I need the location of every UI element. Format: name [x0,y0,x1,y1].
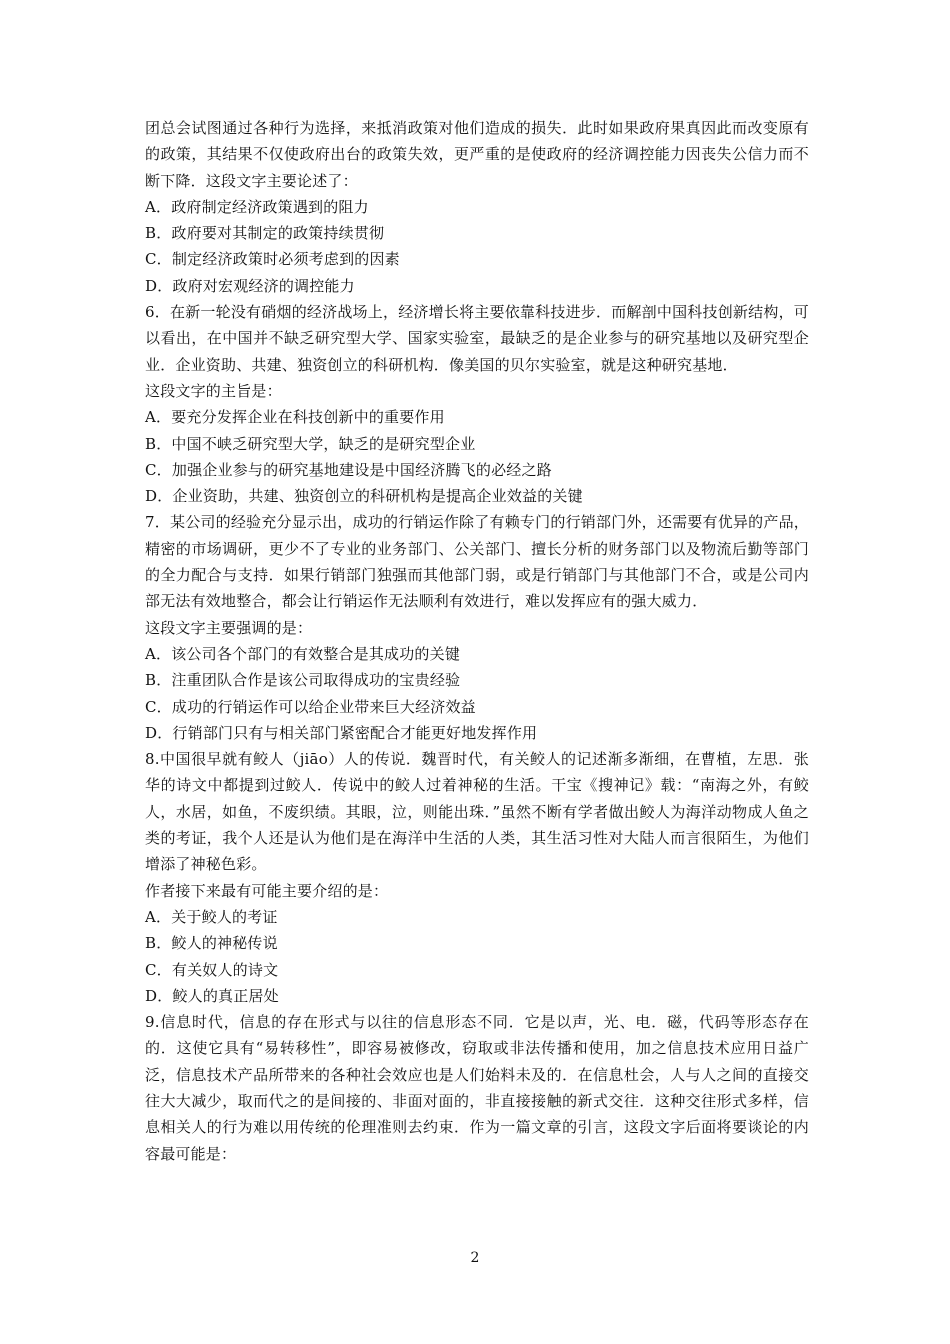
paragraph: 8.中国很早就有鲛人（jiāo）人的传说．魏晋时代，有关鲛人的记述渐多渐细，在曹植，左思．张华的诗文中都提到过鲛人．传说中的鲛人过着神秘的生活。干宝《搜神记》载：“南海之外，有鲛人，水居，如鱼，不废织绩。其眼，泣，则能出珠．”虽然不断有学者做出鲛人为海洋动物成人鱼之类的考证，我个人还是认为他们是在海洋中生活的人类，其生活习性对大陆人而言很陌生，为他们增添了神秘色彩。 [145,750,809,874]
paragraph: 这段文字主要强调的是： [145,618,313,637]
paragraph: A．该公司各个部门的有效整合是其成功的关键 [145,644,461,663]
paragraph: C．成功的行销运作可以给企业带来巨大经济效益 [145,697,476,716]
document-body [145,115,809,1167]
paragraph: D．企业资助，共建、独资创立的科研机构是提高企业效益的关键 [145,487,583,506]
paragraph: D．政府对宏观经济的调控能力 [145,276,355,295]
paragraph: B．注重团队合作是该公司取得成功的宝贵经验 [145,671,461,690]
paragraph: 6．在新一轮没有硝烟的经济战场上，经济增长将主要依靠科技进步．而解剖中国科技创新结构，可以看出，在中国并不缺乏研究型大学、国家实验室，最缺乏的是企业参与的研究基地以及研究型企业．企业资助、共建、独资创立的科研机构．像美国的贝尔实验室，就是这种研究基地． [145,303,809,374]
paragraph: D．鲛人的真正居处 [145,986,279,1005]
paragraph: B．中国不峡乏研究型大学，缺乏的是研究型企业 [145,434,476,453]
page-number: 2 [470,1250,480,1266]
paragraph: A．关于鲛人的考证 [145,907,278,926]
paragraph: C．制定经济政策时必须考虑到的因素 [145,250,400,269]
paragraph: 作者接下来最有可能主要介绍的是： [145,881,389,900]
paragraph: D．行销部门只有与相关部门紧密配合才能更好地发挥作用 [145,723,538,742]
paragraph: 7．某公司的经验充分显示出，成功的行销运作除了有赖专门的行销部门外，还需要有优异的产品，精密的市场调研，更少不了专业的业务部门、公关部门、擅长分析的财务部门以及物流后勤等部门的全力配合与支持．如果行销部门独强而其他部门弱，或是行销部门与其他部门不合，或是公司内部无法有效地整合，都会让行销运作无法顺利有效进行，难以发挥应有的强大威力． [145,513,809,611]
paragraph: C．加强企业参与的研究基地建设是中国经济腾飞的必经之路 [145,460,552,479]
paragraph: C．有关奴人的诗文 [145,960,279,979]
paragraph: A．要充分发挥企业在科技创新中的重要作用 [145,408,445,427]
paragraph: 团总会试图通过各种行为选择，来抵消政策对他们造成的损失．此时如果政府果真因此而改变原有的政策，其结果不仅使政府出台的政策失效，更严重的是使政府的经济调控能力因丧失公信力而不断下降．这段文字主要论述了： [145,119,809,190]
paragraph: 9.信息时代，信息的存在形式与以往的信息形态不同．它是以声，光、电．磁，代码等形态存在的．这使它具有“易转移性”，即容易被修改，窃取或非法传播和使用，加之信息技术应用日益广泛，信息技术产品所带来的各种社会效应也是人们始料未及的．在信息杜会，人与人之间的直接交往大大减少，取而代之的是间接的、非面对面的，非直接接触的新式交往．这种交往形式多样，信息相关人的行为难以用传统的伦理准则去约束．作为一篇文章的引言，这段文字后面将要谈论的内容最可能是： [145,1013,809,1163]
paragraph: B．政府要对其制定的政策持续贯彻 [145,224,385,243]
paragraph: A．政府制定经济政策遇到的阻力 [145,197,369,216]
paragraph: 这段文字的主旨是： [145,381,282,400]
paragraph: B．鲛人的神秘传说 [145,934,278,953]
